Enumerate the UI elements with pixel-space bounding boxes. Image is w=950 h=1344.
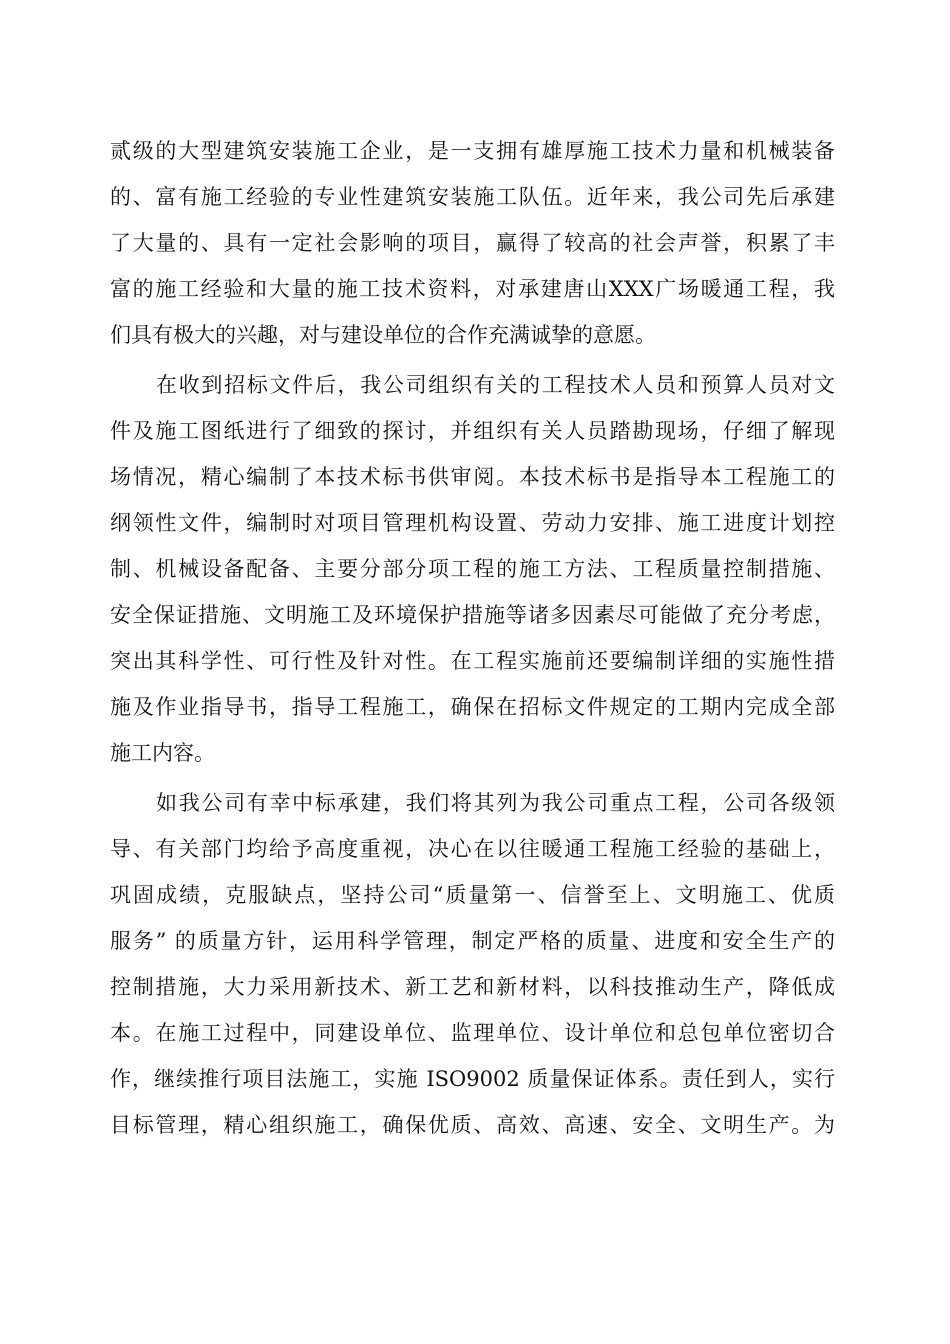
paragraph-2-line: 制、机械设备配备、主要分部分项工程的施工方法、工程质量控制措施、 — [110, 557, 835, 581]
paragraph-3-line: 控制措施，大力采用新技术、新工艺和新材料，以科技推动生产，降低成 — [110, 975, 835, 999]
body-text — [110, 128, 835, 1148]
paragraph-3-line: 本。在施工过程中，同建设单位、监理单位、设计单位和总包单位密切合 — [110, 1021, 835, 1045]
paragraph-1-line: 了大量的、具有一定社会影响的项目，赢得了较高的社会声誉，积累了丰 — [110, 231, 835, 255]
paragraph-2-line: 突出其科学性、可行性及针对性。在工程实施前还要编制详细的实施性措 — [110, 649, 835, 673]
paragraph-2-line: 纲领性文件，编制时对项目管理机构设置、劳动力安排、施工进度计划控 — [110, 511, 835, 535]
paragraph-3-line: 目标管理，精心组织施工，确保优质、高效、高速、安全、文明生产。为 — [110, 1113, 835, 1137]
paragraph-2-line: 施及作业指导书，指导工程施工，确保在招标文件规定的工期内完成全部 — [110, 695, 835, 719]
paragraph-2-line: 施工内容。 — [110, 741, 215, 765]
paragraph-3-line: 如我公司有幸中标承建，我们将其列为我公司重点工程，公司各级领 — [156, 791, 835, 815]
paragraph-1-line: 们具有极大的兴趣，对与建设单位的合作充满诚挚的意愿。 — [110, 323, 656, 347]
paragraph-1-line: 贰级的大型建筑安装施工企业，是一支拥有雄厚施工技术力量和机械装备 — [110, 139, 835, 163]
paragraph-2-line: 场情况，精心编制了本技术标书供审阅。本技术标书是指导本工程施工的 — [110, 465, 835, 489]
paragraph-3-line: 巩固成绩，克服缺点，坚持公司“质量第一、信誉至上、文明施工、优质 — [110, 883, 835, 907]
paragraph-2-line: 件及施工图纸进行了细致的探讨，并组织有关人员踏勘现场，仔细了解现 — [110, 419, 835, 443]
paragraph-2-line: 安全保证措施、文明施工及环境保护措施等诸多因素尽可能做了充分考虑， — [110, 603, 835, 627]
paragraph-1-line: 富的施工经验和大量的施工技术资料，对承建唐山XXX广场暖通工程，我 — [110, 277, 835, 301]
paragraph-3-line: 服务” 的质量方针，运用科学管理，制定严格的质量、进度和安全生产的 — [110, 929, 835, 953]
paragraph-3-line: 导、有关部门均给予高度重视，决心在以往暖通工程施工经验的基础上， — [110, 837, 835, 861]
paragraph-3-line: 作，继续推行项目法施工，实施 ISO9002 质量保证体系。责任到人，实行 — [110, 1067, 835, 1091]
paragraph-2-line: 在收到招标文件后，我公司组织有关的工程技术人员和预算人员对文 — [156, 373, 835, 397]
paragraph-1-line: 的、富有施工经验的专业性建筑安装施工队伍。近年来，我公司先后承建 — [110, 185, 835, 209]
